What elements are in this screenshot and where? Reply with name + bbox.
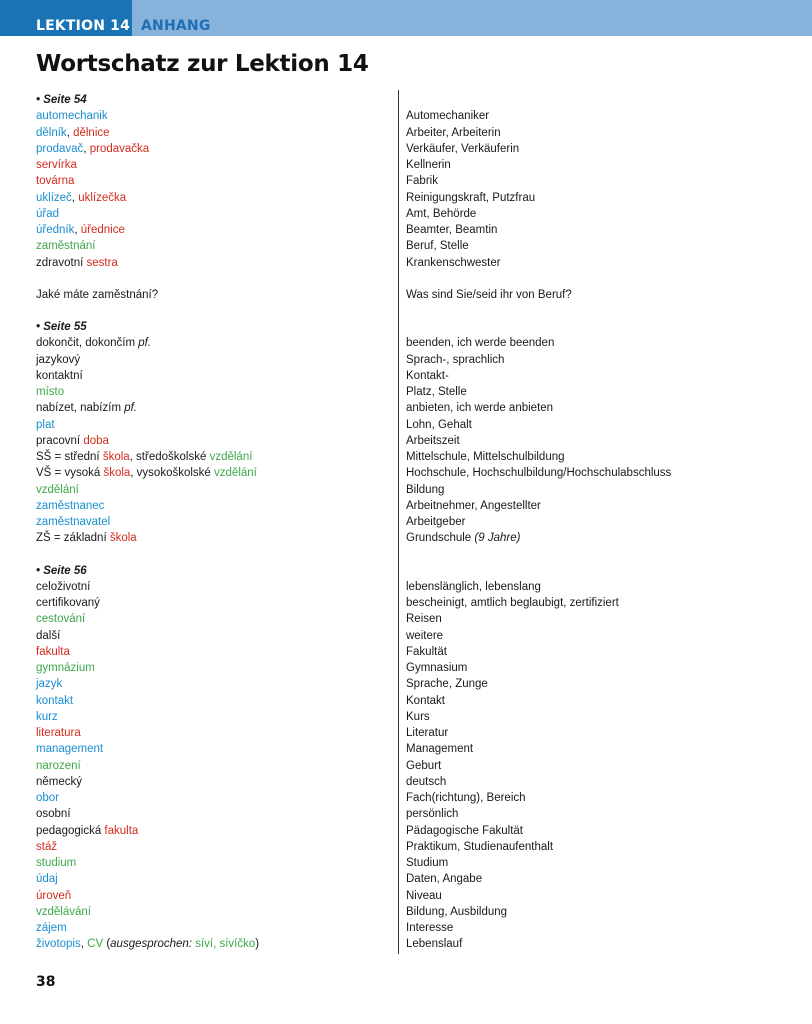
cz-segment: škola (103, 467, 131, 480)
vocab-row (36, 758, 776, 774)
de-segment: Automechaniker (406, 110, 490, 123)
de-segment: Hochschule, Hochschulbildung/Hochschulabschluss (406, 467, 672, 480)
cz-segment: stáž (36, 840, 58, 853)
de-segment: Mittelschule, Mittelschulbildung (406, 451, 565, 463)
cz-segment: , vysokoškolské (130, 467, 215, 480)
czech-term (36, 125, 406, 141)
cz-segment: ausgesprochen: (110, 938, 192, 951)
de-segment: Lebenslauf (406, 938, 463, 951)
czech-term (36, 255, 406, 271)
german-translation (406, 173, 438, 189)
german-translation (406, 823, 523, 839)
cz-segment: VŠ = vysoká (36, 467, 104, 480)
german-translation (406, 465, 671, 481)
cz-segment: kontakt (36, 694, 74, 707)
de-segment: anbieten, ich werde anbieten (406, 402, 554, 415)
de-segment: Praktikum, Studienaufenthalt (406, 840, 554, 853)
german-translation (406, 108, 489, 124)
de-segment: Amt, Behörde (406, 207, 477, 220)
vocab-row (36, 530, 776, 546)
german-translation (406, 595, 619, 611)
vocab-row (36, 433, 776, 449)
cz-segment: kontaktní (36, 369, 83, 382)
cz-segment: další (36, 629, 61, 642)
cz-segment: gymnázium (36, 662, 95, 674)
cz-segment: jazyk (36, 678, 63, 691)
czech-term (36, 141, 406, 157)
cz-segment: úředník (36, 224, 75, 236)
german-translation (406, 255, 501, 271)
vocab-row (36, 157, 776, 173)
de-segment: persönlich (406, 808, 459, 821)
vocab-row (36, 368, 776, 384)
czech-term (36, 595, 406, 611)
cz-segment: škola (109, 532, 137, 545)
de-segment: Gymnasium (406, 662, 468, 674)
czech-term (36, 449, 406, 465)
cz-segment: studium (36, 857, 77, 869)
german-translation (406, 628, 443, 644)
vocab-row (36, 514, 776, 530)
czech-term (36, 920, 406, 936)
header-anhang-label: ANHANG (141, 18, 211, 34)
de-segment: beenden, ich werde beenden (406, 337, 555, 350)
german-translation (406, 417, 472, 433)
german-translation (406, 157, 451, 173)
vocab-row (36, 725, 776, 741)
cz-segment: zaměstnání (36, 240, 96, 253)
de-segment: Daten, Angabe (406, 873, 483, 886)
vocab-row (36, 920, 776, 936)
german-translation (406, 855, 448, 871)
cz-segment: zaměstnanec (36, 499, 105, 512)
vocab-row (36, 741, 776, 757)
czech-term (36, 741, 406, 757)
cz-segment: obor (36, 792, 60, 804)
cz-segment: literatura (36, 727, 81, 739)
german-translation (406, 206, 476, 222)
czech-term (36, 157, 406, 173)
german-translation (406, 839, 553, 855)
cz-segment: zájem (36, 922, 67, 934)
vocab-row (36, 352, 776, 368)
de-segment: Arbeitnehmer, Angestellter (406, 499, 541, 512)
vocab-row (36, 449, 776, 465)
czech-term (36, 628, 406, 644)
czech-term (36, 823, 406, 839)
czech-term (36, 839, 406, 855)
cz-segment: , (74, 224, 81, 236)
row-spacer (36, 547, 776, 563)
cz-segment: Jaké máte zaměstnání? (36, 288, 159, 301)
vocab-row (36, 888, 776, 904)
cz-segment: vzdělání (214, 467, 257, 480)
de-segment: Pädagogische Fakultät (406, 824, 523, 837)
czech-term (36, 190, 406, 206)
de-segment: Bildung (406, 483, 445, 496)
german-translation (406, 660, 467, 676)
vocab-row (36, 904, 776, 920)
german-translation (406, 335, 554, 351)
cz-segment: servírka (36, 159, 77, 171)
cz-segment: sestra (86, 256, 118, 269)
german-translation (406, 498, 541, 514)
section-heading (36, 563, 776, 579)
de-segment: Sprache, Zunge (406, 678, 488, 691)
czech-term (36, 758, 406, 774)
cz-segment: uklízečka (78, 191, 127, 204)
de-segment: Beamter, Beamtin (406, 224, 498, 236)
de-segment: weitere (406, 629, 444, 642)
cz-segment: pf. (138, 337, 152, 350)
de-segment: bescheinigt, amtlich beglaubigt, zertifiziert (406, 597, 619, 609)
vocab-row (36, 871, 776, 887)
german-translation (406, 758, 441, 774)
cz-segment: doba (83, 434, 109, 447)
czech-term (36, 514, 406, 530)
vocab-row (36, 676, 776, 692)
german-translation (406, 514, 465, 530)
czech-term (36, 108, 406, 124)
vocab-row (36, 498, 776, 514)
cz-segment: ) (255, 938, 260, 951)
de-segment: lebenslänglich, lebenslang (406, 580, 541, 593)
de-segment: Kurs (406, 710, 430, 723)
czech-term (36, 173, 406, 189)
de-segment: deutsch (406, 775, 447, 788)
cz-segment: síví, sívíčko (195, 938, 256, 951)
cz-segment: , (80, 938, 88, 951)
czech-term (36, 384, 406, 400)
cz-segment: údaj (36, 873, 58, 886)
de-segment: Bildung, Ausbildung (406, 905, 508, 918)
vocab-row (36, 206, 776, 222)
czech-term (36, 335, 406, 351)
czech-term (36, 709, 406, 725)
cz-segment: dělnice (73, 126, 110, 139)
german-translation (406, 449, 565, 465)
german-translation (406, 125, 501, 141)
section-label: • Seite 56 (36, 564, 87, 577)
cz-segment: certifikovaný (36, 597, 100, 609)
cz-segment: německý (36, 775, 83, 788)
german-translation (406, 904, 507, 920)
cz-segment: životopis (36, 938, 81, 951)
cz-segment: zdravotní (36, 256, 87, 269)
vocab-row (36, 660, 776, 676)
cz-segment: prodavač (36, 142, 84, 155)
page-title: Wortschatz zur Lektion 14 (36, 51, 369, 77)
section-heading (36, 319, 776, 335)
vocab-row (36, 693, 776, 709)
cz-segment: místo (36, 386, 65, 398)
vocab-row (36, 465, 776, 481)
czech-term (36, 465, 406, 481)
section-label: • Seite 54 (36, 94, 87, 106)
page-number: 38 (36, 974, 56, 990)
de-segment: Beruf, Stelle (406, 240, 469, 253)
german-translation (406, 579, 541, 595)
czech-term (36, 660, 406, 676)
german-translation (406, 693, 445, 709)
cz-segment: plat (36, 418, 55, 431)
german-translation (406, 611, 442, 627)
czech-term (36, 790, 406, 806)
german-translation (406, 676, 488, 692)
vocab-row (36, 611, 776, 627)
cz-segment: škola (102, 451, 130, 463)
czech-term (36, 352, 406, 368)
de-segment: Sprach-, sprachlich (406, 353, 505, 366)
cz-segment: zaměstnavatel (36, 516, 111, 528)
czech-term (36, 417, 406, 433)
cz-segment: fakulta (36, 645, 70, 658)
vocab-row (36, 125, 776, 141)
czech-term (36, 400, 406, 416)
de-segment: Krankenschwester (406, 256, 501, 269)
cz-segment: dělník (36, 126, 67, 139)
czech-term (36, 498, 406, 514)
cz-segment: automechanik (36, 110, 108, 123)
vocab-row (36, 222, 776, 238)
vocab-row (36, 335, 776, 351)
cz-segment: úřednice (80, 224, 125, 236)
cz-segment: vzdělávání (36, 905, 91, 918)
cz-segment: jazykový (36, 353, 81, 366)
vocab-row (36, 141, 776, 157)
german-translation (406, 774, 446, 790)
german-translation (406, 936, 462, 952)
de-segment: Geburt (406, 759, 442, 772)
czech-term (36, 368, 406, 384)
de-segment: Arbeitszeit (406, 434, 460, 447)
german-translation (406, 400, 553, 416)
czech-term (36, 644, 406, 660)
vocab-row (36, 839, 776, 855)
german-translation (406, 190, 535, 206)
vocab-row (36, 823, 776, 839)
czech-term (36, 579, 406, 595)
german-translation (406, 368, 449, 384)
de-segment: Reisen (406, 613, 442, 626)
cz-segment: prodavačka (89, 142, 150, 155)
czech-term (36, 855, 406, 871)
vocab-row (36, 255, 776, 271)
czech-term (36, 238, 406, 254)
de-segment: Arbeiter, Arbeiterin (406, 126, 501, 139)
german-translation (406, 287, 572, 303)
german-translation (406, 352, 504, 368)
header-bar-anhang (132, 0, 812, 36)
vocab-row (36, 482, 776, 498)
cz-segment: vzdělání (209, 451, 253, 463)
de-segment: Kellnerin (406, 159, 451, 171)
de-segment: Grundschule (406, 532, 475, 545)
german-translation (406, 141, 519, 157)
german-translation (406, 482, 444, 498)
cz-segment: uklízeč (36, 191, 72, 204)
cz-segment: , (66, 126, 74, 139)
czech-term (36, 693, 406, 709)
cz-segment: vzdělání (36, 483, 79, 496)
de-segment: Lohn, Gehalt (406, 418, 472, 431)
vocabulary-list (36, 92, 776, 953)
cz-segment: kurz (36, 710, 58, 723)
cz-segment: pracovní (36, 434, 84, 447)
german-translation (406, 644, 447, 660)
german-translation (406, 725, 448, 741)
vocab-row (36, 595, 776, 611)
cz-segment: SŠ = střední (36, 451, 103, 463)
vocab-row (36, 806, 776, 822)
de-segment: Studium (406, 857, 449, 869)
cz-segment: osobní (36, 808, 71, 821)
de-segment: Was sind Sie/seid ihr von Beruf? (406, 288, 572, 301)
de-segment: Niveau (406, 889, 442, 902)
german-translation (406, 871, 482, 887)
vocab-row (36, 936, 776, 952)
cz-segment: nabízet, nabízím (36, 402, 125, 415)
cz-segment: management (36, 743, 104, 756)
czech-term (36, 806, 406, 822)
cz-segment: , (71, 191, 79, 204)
de-segment: Kontakt- (406, 369, 449, 382)
de-segment: Reinigungskraft, Putzfrau (406, 191, 536, 204)
german-translation (406, 806, 458, 822)
czech-term (36, 433, 406, 449)
czech-term (36, 904, 406, 920)
german-translation (406, 384, 467, 400)
vocab-row (36, 238, 776, 254)
vocab-row (36, 774, 776, 790)
czech-term (36, 530, 406, 546)
cz-segment: fakulta (104, 824, 139, 837)
czech-term (36, 222, 406, 238)
de-segment: Management (406, 743, 474, 756)
czech-term (36, 871, 406, 887)
de-segment: Kontakt (406, 694, 445, 707)
cz-segment: narození (36, 759, 81, 772)
czech-term (36, 725, 406, 741)
de-segment: Fakultät (406, 645, 447, 658)
czech-term (36, 936, 406, 952)
section-label: • Seite 55 (36, 321, 87, 333)
vocab-row (36, 384, 776, 400)
section-heading (36, 92, 776, 108)
cz-segment: , středoškolské (129, 451, 210, 463)
de-segment: Literatur (406, 727, 449, 739)
vocab-row (36, 709, 776, 725)
cz-segment: úřad (36, 207, 60, 220)
german-translation (406, 709, 430, 725)
cz-segment: pedagogická (36, 824, 105, 837)
vocab-row (36, 173, 776, 189)
cz-segment: úroveň (36, 889, 72, 902)
cz-segment: cestování (36, 613, 86, 626)
de-segment: (9 Jahre) (474, 532, 521, 545)
de-segment: Fabrik (406, 175, 438, 188)
german-translation (406, 238, 469, 254)
cz-segment: ( (103, 938, 111, 951)
vocab-row (36, 108, 776, 124)
cz-segment: dokončit, dokončím (36, 337, 139, 350)
vocab-row (36, 644, 776, 660)
de-segment: Fach(richtung), Bereich (406, 792, 526, 804)
cz-segment: pf. (124, 402, 138, 415)
czech-term (36, 676, 406, 692)
czech-term (36, 482, 406, 498)
cz-segment: CV (87, 938, 104, 951)
de-segment: Verkäufer, Verkäuferin (406, 142, 520, 155)
czech-term (36, 611, 406, 627)
cz-segment: ZŠ = základní (36, 532, 110, 545)
de-segment: Interesse (406, 922, 454, 934)
vocab-row (36, 579, 776, 595)
german-translation (406, 741, 473, 757)
de-segment: Platz, Stelle (406, 386, 467, 398)
german-translation (406, 222, 497, 238)
cz-segment: celoživotní (36, 580, 91, 593)
cz-segment: továrna (36, 175, 75, 188)
german-translation (406, 790, 526, 806)
czech-term (36, 287, 406, 303)
vocab-row (36, 400, 776, 416)
czech-term (36, 774, 406, 790)
german-translation (406, 433, 460, 449)
row-spacer (36, 303, 776, 319)
german-translation (406, 920, 453, 936)
vocab-row (36, 855, 776, 871)
vocab-row (36, 628, 776, 644)
vocab-row (36, 190, 776, 206)
cz-segment: , (83, 142, 90, 155)
czech-term (36, 206, 406, 222)
czech-term (36, 888, 406, 904)
vocab-row (36, 790, 776, 806)
vocab-row (36, 417, 776, 433)
de-segment: Arbeitgeber (406, 516, 466, 528)
german-translation (406, 888, 442, 904)
german-translation (406, 530, 520, 546)
row-spacer (36, 271, 776, 287)
header-lektion-label: LEKTION 14 (36, 18, 131, 34)
vocab-row (36, 287, 776, 303)
